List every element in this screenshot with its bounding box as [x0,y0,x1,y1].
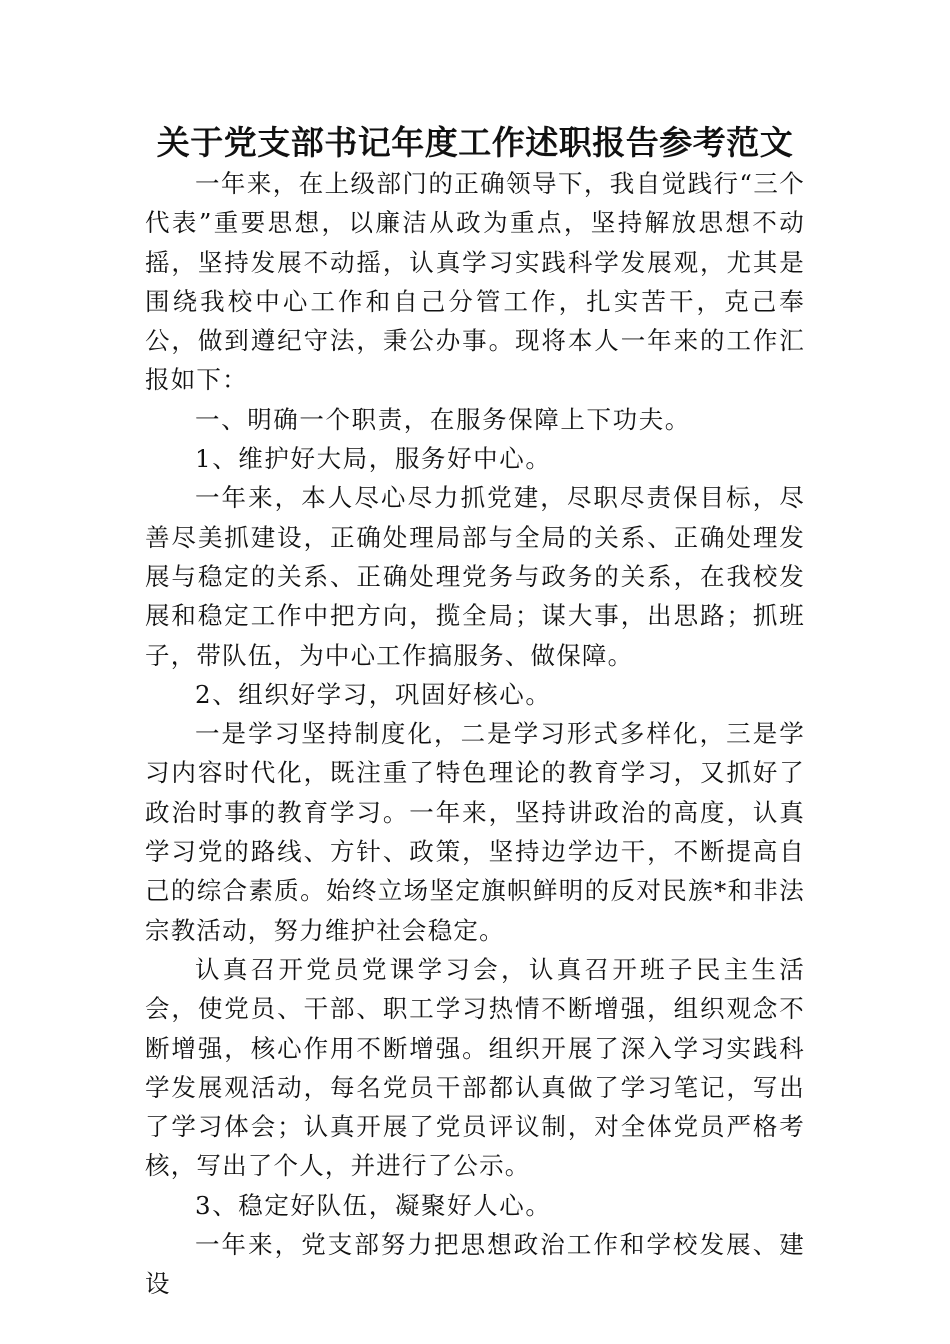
paragraph-intro: 一年来，在上级部门的正确领导下，我自觉践行“三个代表”重要思想，以廉洁从政为重点，坚持解放思想不动摇，坚持发展不动摇，认真学习实践科学发展观，尤其是围绕我校中心工作和自己分管工作，扎实苦干，克己奉公，做到遵纪守法，秉公办事。现将本人一年来的工作汇报如下： [145,169,805,395]
section-heading-1: 一、明确一个职责，在服务保障上下功夫。 [195,404,691,434]
paragraph-3: 认真召开党员党课学习会，认真召开班子民主生活会，使党员、干部、职工学习热情不断增强，组织观念不断增强，核心作用不断增强。组织开展了深入学习实践科学发展观活动，每名党员干部都认真做了学习笔记，写出了学习体会；认真开展了党员评议制，对全体党员严格考核，写出了个人，并进行了公示。 [145,954,805,1181]
paragraph-4: 一年来，党支部努力把思想政治工作和学校发展、建设 [145,1230,805,1299]
paragraph-2: 一是学习坚持制度化，二是学习形式多样化，三是学习内容时代化，既注重了特色理论的教育学习，又抓好了政治时事的教育学习。一年来，坚持讲政治的高度，认真学习党的路线、方针、政策，坚持边学边干，不断提高自己的综合素质。始终立场坚定旗帜鲜明的反对民族*和非法宗教活动，努力维护社会稳定。 [145,719,805,945]
document-body [145,164,805,1304]
document-title: 关于党支部书记年度工作述职报告参考范文 [156,123,794,162]
paragraph-1: 一年来，本人尽心尽力抓党建，尽职尽责保目标，尽善尽美抓建设，正确处理局部与全局的关系、正确处理发展与稳定的关系、正确处理党务与政务的关系，在我校发展和稳定工作中把方向，揽全局；谋大事，出思路；抓班子，带队伍，为中心工作搞服务、做保障。 [145,483,805,670]
subsection-heading-3: 3、稳定好队伍，凝聚好人心。 [195,1190,552,1220]
subsection-heading-1: 1、维护好大局，服务好中心。 [195,444,552,474]
subsection-heading-2: 2、组织好学习，巩固好核心。 [195,679,552,709]
